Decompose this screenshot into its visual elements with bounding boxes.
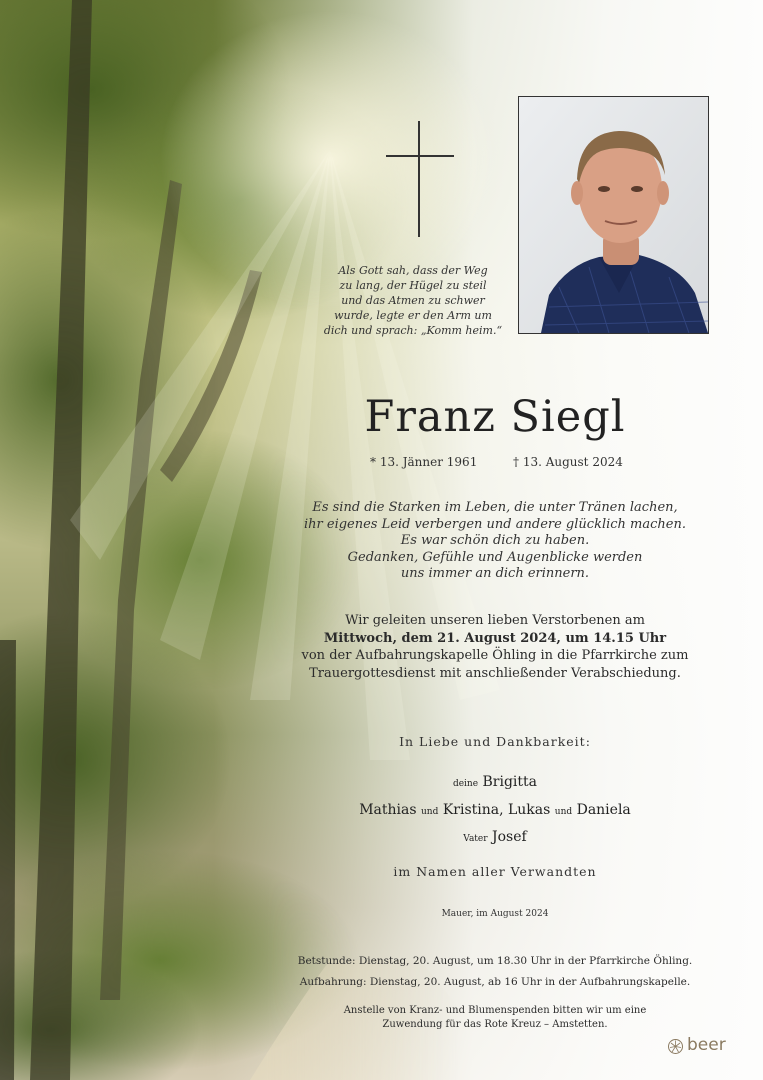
poem-line: uns immer an dich erinnern. bbox=[400, 566, 590, 581]
quote-line: zu lang, der Hügel zu steil bbox=[339, 279, 487, 292]
poem-line: Gedanken, Gefühle und Augenblicke werden bbox=[347, 549, 643, 565]
logo-text: beer bbox=[687, 1035, 726, 1055]
quote-verse bbox=[318, 263, 508, 338]
quote-line: Als Gott sah, dass der Weg bbox=[338, 264, 488, 277]
family-member-name: Kristina, Lukas bbox=[442, 801, 551, 818]
funeral-date-time: Mittwoch, dem 21. August 2024, um 14.15 Uhr bbox=[323, 630, 667, 646]
relation-label: deine bbox=[452, 779, 479, 789]
relatives-line: im Namen aller Verwandten bbox=[393, 864, 597, 879]
quote-line: und das Atmen zu schwer bbox=[341, 294, 485, 307]
dandelion-icon bbox=[667, 1038, 684, 1055]
family-row bbox=[290, 825, 700, 853]
announcement-line: Wir geleiten unseren lieben Verstorbenen am bbox=[345, 613, 645, 628]
family-list bbox=[290, 770, 700, 853]
announcement-line: Trauergottesdienst mit anschließender Verabschiedung. bbox=[309, 665, 681, 681]
family-member-name: Mathias bbox=[359, 801, 417, 818]
poem-line: ihr eigenes Leid verbergen und andere glücklich machen. bbox=[304, 516, 686, 532]
conjunction: und bbox=[554, 806, 573, 817]
conjunction: und bbox=[421, 806, 439, 817]
quote-line: dich und sprach: „Komm heim.“ bbox=[323, 324, 503, 337]
donation-note bbox=[290, 1004, 700, 1032]
donation-line: Anstelle von Kranz- und Blumenspenden bitten wir um eine bbox=[343, 1005, 647, 1016]
portrait-photo bbox=[518, 96, 709, 334]
birth-date: * 13. Jänner 1961 bbox=[370, 455, 478, 469]
family-row bbox=[290, 798, 700, 826]
poem-line: Es war schön dich zu haben. bbox=[400, 533, 590, 548]
latin-cross-icon bbox=[386, 121, 454, 237]
deceased-name: Franz Siegl bbox=[364, 392, 626, 442]
service-details bbox=[290, 951, 700, 992]
death-date: † 13. August 2024 bbox=[513, 455, 623, 469]
relation-label: Vater bbox=[463, 834, 488, 844]
family-member-name: Daniela bbox=[576, 801, 631, 818]
funeral-announcement bbox=[290, 612, 700, 682]
quote-line: wurde, legte er den Arm um bbox=[334, 309, 492, 322]
family-row bbox=[290, 770, 700, 798]
lying-in-state: Aufbahrung: Dienstag, 20. August, ab 16 Uhr in der Aufbahrungskapelle. bbox=[299, 975, 691, 988]
memorial-poem bbox=[290, 500, 700, 583]
gratitude-heading: In Liebe und Dankbarkeit: bbox=[399, 734, 591, 749]
poem-line: Es sind die Starken im Leben, die unter Tränen lachen, bbox=[312, 500, 678, 515]
prayer-hour: Betstunde: Dienstag, 20. August, um 18.30 Uhr in der Pfarrkirche Öhling. bbox=[297, 955, 693, 967]
donation-line: Zuwendung für das Rote Kreuz – Amstetten. bbox=[382, 1019, 608, 1030]
announcement-line: von der Aufbahrungskapelle Öhling in die Pfarrkirche zum bbox=[301, 648, 689, 663]
place-date: Mauer, im August 2024 bbox=[441, 909, 549, 919]
family-member-name: Josef bbox=[492, 829, 527, 845]
portrait-illustration bbox=[519, 97, 708, 333]
family-member-name: Brigitta bbox=[482, 774, 538, 790]
